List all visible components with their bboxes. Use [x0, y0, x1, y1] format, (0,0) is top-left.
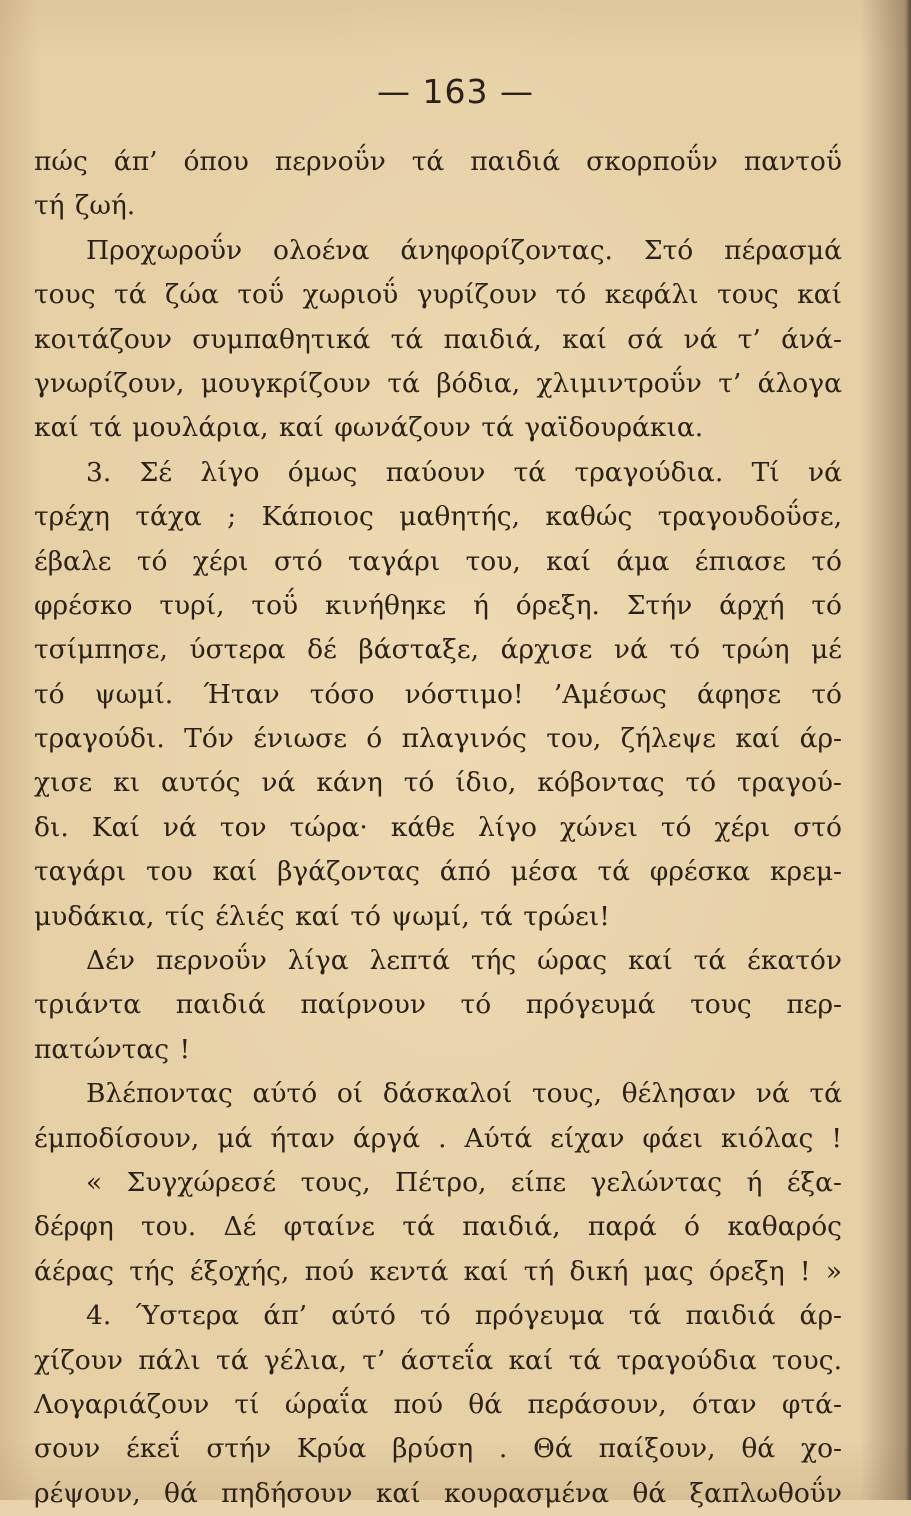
- text-line: καί τά μουλάρια, καί φωνάζουν τά γαϊδουράκια.: [34, 412, 704, 444]
- text-line: τό ψωμί. Ήταν τόσο νόστιμο! ’Αμέσως άφησε τό: [34, 678, 842, 710]
- text-line: Βλέποντας αύτό οί δάσκαλοί τους, θέλησαν νά τά: [86, 1078, 842, 1110]
- text-line: τραγούδι. Τόν ένιωσε ό πλαγινός του, ζήλεψε καί άρ-: [34, 723, 842, 755]
- text-line: έβαλε τό χέρι στό ταγάρι του, καί άμα έπιασε τό: [34, 545, 842, 577]
- text-line: τή ζωή.: [34, 190, 136, 222]
- text-line: ρέψουν, θά πηδήσουν καί κουρασμένα θά ξαπλωθοΰν: [34, 1477, 842, 1509]
- page-number: — 163 —: [377, 72, 534, 111]
- text-line: γνωρίζουν, μουγκρίζουν τά βόδια, χλιμιντροΰν τ’ άλογα: [34, 367, 842, 399]
- text-line: χίζουν πάλι τά γέλια, τ’ άστεΐα καί τά τραγούδια τους.: [34, 1344, 842, 1376]
- text-line: φρέσκο τυρί, τοΰ κινήθηκε ή όρεξη. Στήν άρχή τό: [34, 589, 842, 621]
- text-line: Λογαριάζουν τί ώραΐα πού θά περάσουν, όταν φτά-: [34, 1388, 842, 1420]
- text-line: δι. Καί νά τον τώρα· κάθε λίγο χώνει τό χέρι στό: [34, 811, 842, 843]
- text-line: Προχωροΰν ολοένα άνηφορίζοντας. Στό πέρασμά: [86, 234, 842, 266]
- text-line: ταγάρι του καί βγάζοντας άπό μέσα τά φρέσκα κρεμ-: [34, 856, 842, 888]
- text-line: πώς άπ’ όπου περνοΰν τά παιδιά σκορποΰν παντοΰ: [34, 146, 842, 177]
- text-line: έμποδίσουν, μά ήταν άργά . Αύτά είχαν φάει κιόλας !: [34, 1122, 842, 1154]
- text-line: τρέχη τάχα ; Κάποιος μαθητής, καθώς τραγουδοΰσε,: [34, 501, 842, 533]
- text-line: σουν έκεΐ στήν Κρύα βρύση . Θά παίξουν, θά χο-: [34, 1433, 842, 1465]
- text-line: τους τά ζώα τοΰ χωριοΰ γυρίζουν τό κεφάλι τους καί: [34, 279, 842, 311]
- text-line: 4. Ύστερα άπ’ αύτό τό πρόγευμα τά παιδιά άρ-: [86, 1300, 842, 1332]
- text-line: κοιτάζουν συμπαθητικά τά παιδιά, καί σά νά τ’ άνά-: [34, 323, 842, 355]
- text-line: χισε κι αυτός νά κάνη τό ίδιο, κόβοντας τό τραγού-: [34, 767, 842, 799]
- text-line: 3. Σέ λίγο όμως παύουν τά τραγούδια. Τί νά: [86, 456, 842, 488]
- text-line: τριάντα παιδιά παίρνουν τό πρόγευμά τους περ-: [34, 989, 842, 1021]
- text-line: άέρας τής έξοχής, πού κεντά καί τή δική μας όρεξη ! »: [34, 1255, 842, 1287]
- body-text: [34, 140, 842, 1516]
- text-line: « Συγχώρεσέ τους, Πέτρο, είπε γελώντας ή έξα-: [86, 1166, 842, 1198]
- text-line: μυδάκια, τίς έλιές καί τό ψωμί, τά τρώει!: [34, 900, 610, 932]
- text-line: τσίμπησε, ύστερα δέ βάσταξε, άρχισε νά τό τρώη μέ: [34, 634, 842, 666]
- text-line: Δέν περνοΰν λίγα λεπτά τής ώρας καί τά έκατόν: [86, 945, 842, 977]
- text-line: δέρφη του. Δέ φταίνε τά παιδιά, παρά ό καθαρός: [34, 1211, 842, 1243]
- text-line: πατώντας !: [34, 1033, 191, 1065]
